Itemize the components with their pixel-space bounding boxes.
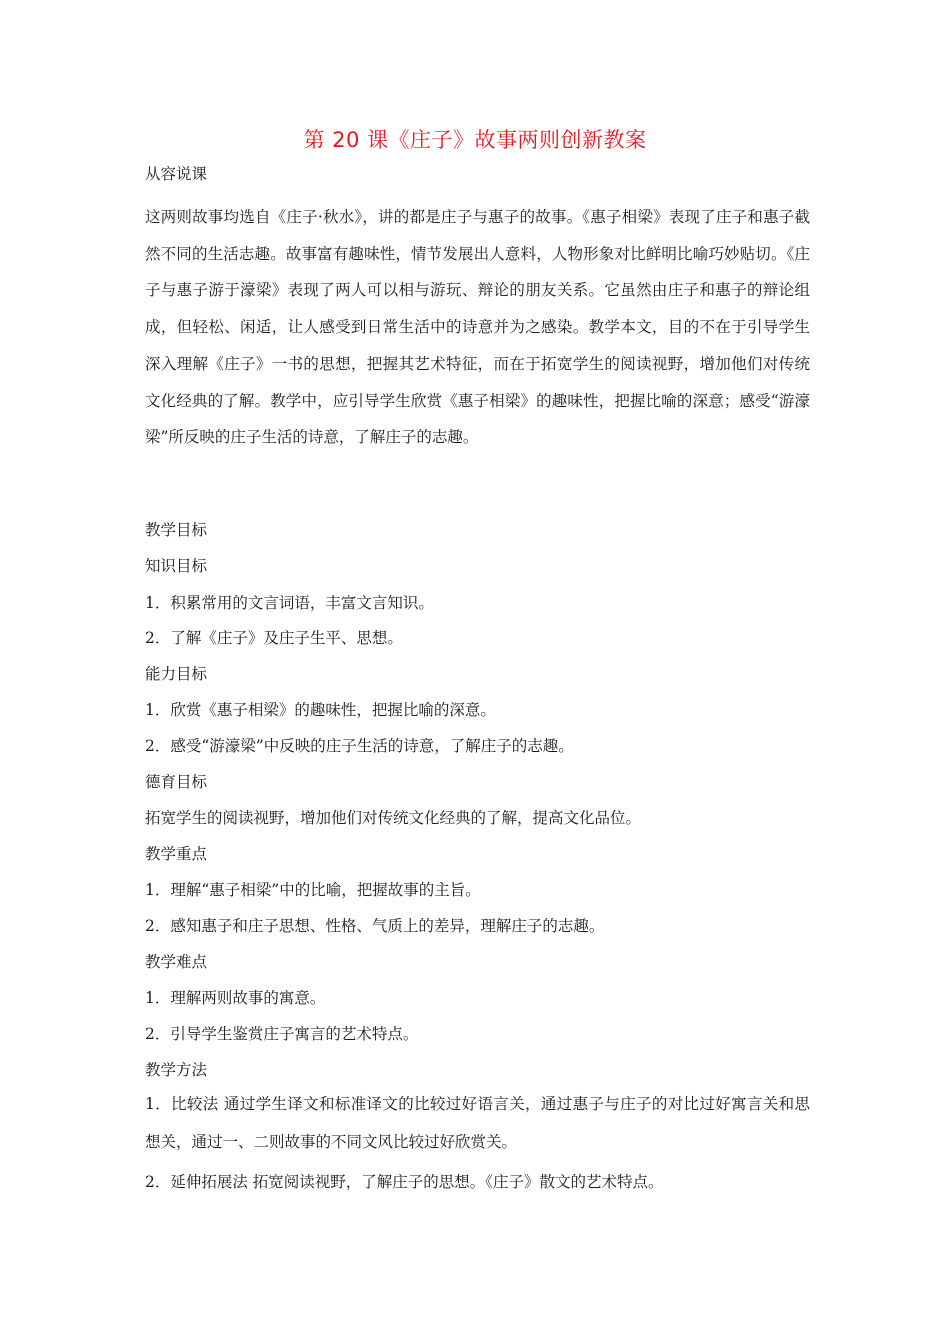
- intro-paragraph: 这两则故事均选自《庄子·秋水》，讲的都是庄子与惠子的故事。《惠子相梁》表现了庄子和惠子截然不同的生活志趣。故事富有趣味性，情节发展出人意料，人物形象对比鲜明比喻巧妙贴切。《庄子与惠子游于濠梁》表现了两人可以相与游玩、辩论的朋友关系。它虽然由庄子和惠子的辩论组成，但轻松、闲适，让人感受到日常生活中的诗意并为之感染。教学本文，目的不在于引导学生深入理解《庄子》一书的思想，把握其艺术特征，而在于拓宽学生的阅读视野，增加他们对传统文化经典的了解。教学中，应引导学生欣赏《惠子相梁》的趣味性，把握比喻的深意；感受“游濠梁”所反映的庄子生活的诗意，了解庄子的志趣。: [145, 208, 810, 447]
- heading-ability-goals: 能力目标: [145, 665, 208, 683]
- knowledge-goal-2: 2．了解《庄子》及庄子生平、思想。: [145, 629, 403, 647]
- heading-moral-goals: 德育目标: [145, 773, 208, 791]
- method-2: 2．延伸拓展法 拓宽阅读视野，了解庄子的思想。《庄子》散文的艺术特点。: [145, 1173, 664, 1191]
- document-title: 第 20 课《庄子》故事两则创新教案: [303, 128, 647, 152]
- heading-shuoke: 从容说课: [145, 165, 208, 183]
- key-point-1: 1．理解“惠子相梁”中的比喻，把握故事的主旨。: [145, 881, 481, 899]
- difficult-point-2: 2．引导学生鉴赏庄子寓言的艺术特点。: [145, 1025, 419, 1043]
- key-point-2: 2．感知惠子和庄子思想、性格、气质上的差异，理解庄子的志趣。: [145, 917, 605, 935]
- heading-key-points: 教学重点: [145, 845, 208, 863]
- knowledge-goal-1: 1．积累常用的文言词语，丰富文言知识。: [145, 594, 434, 612]
- moral-goal-1: 拓宽学生的阅读视野，增加他们对传统文化经典的了解，提高文化品位。: [145, 809, 642, 827]
- difficult-point-1: 1．理解两则故事的寓意。: [145, 989, 326, 1007]
- heading-difficult-points: 教学难点: [145, 953, 208, 971]
- ability-goal-2: 2．感受“游濠梁”中反映的庄子生活的诗意，了解庄子的志趣。: [145, 737, 574, 755]
- heading-teaching-methods: 教学方法: [145, 1061, 208, 1079]
- method-1: 1．比较法 通过学生译文和标准译文的比较过好语言关，通过惠子与庄子的对比过好寓言关和思想关，通过一、二则故事的不同文风比较过好欣赏关。: [145, 1095, 810, 1151]
- heading-knowledge-goals: 知识目标: [145, 557, 208, 575]
- ability-goal-1: 1．欣赏《惠子相梁》的趣味性，把握比喻的深意。: [145, 701, 496, 719]
- heading-teaching-goals: 教学目标: [145, 521, 208, 539]
